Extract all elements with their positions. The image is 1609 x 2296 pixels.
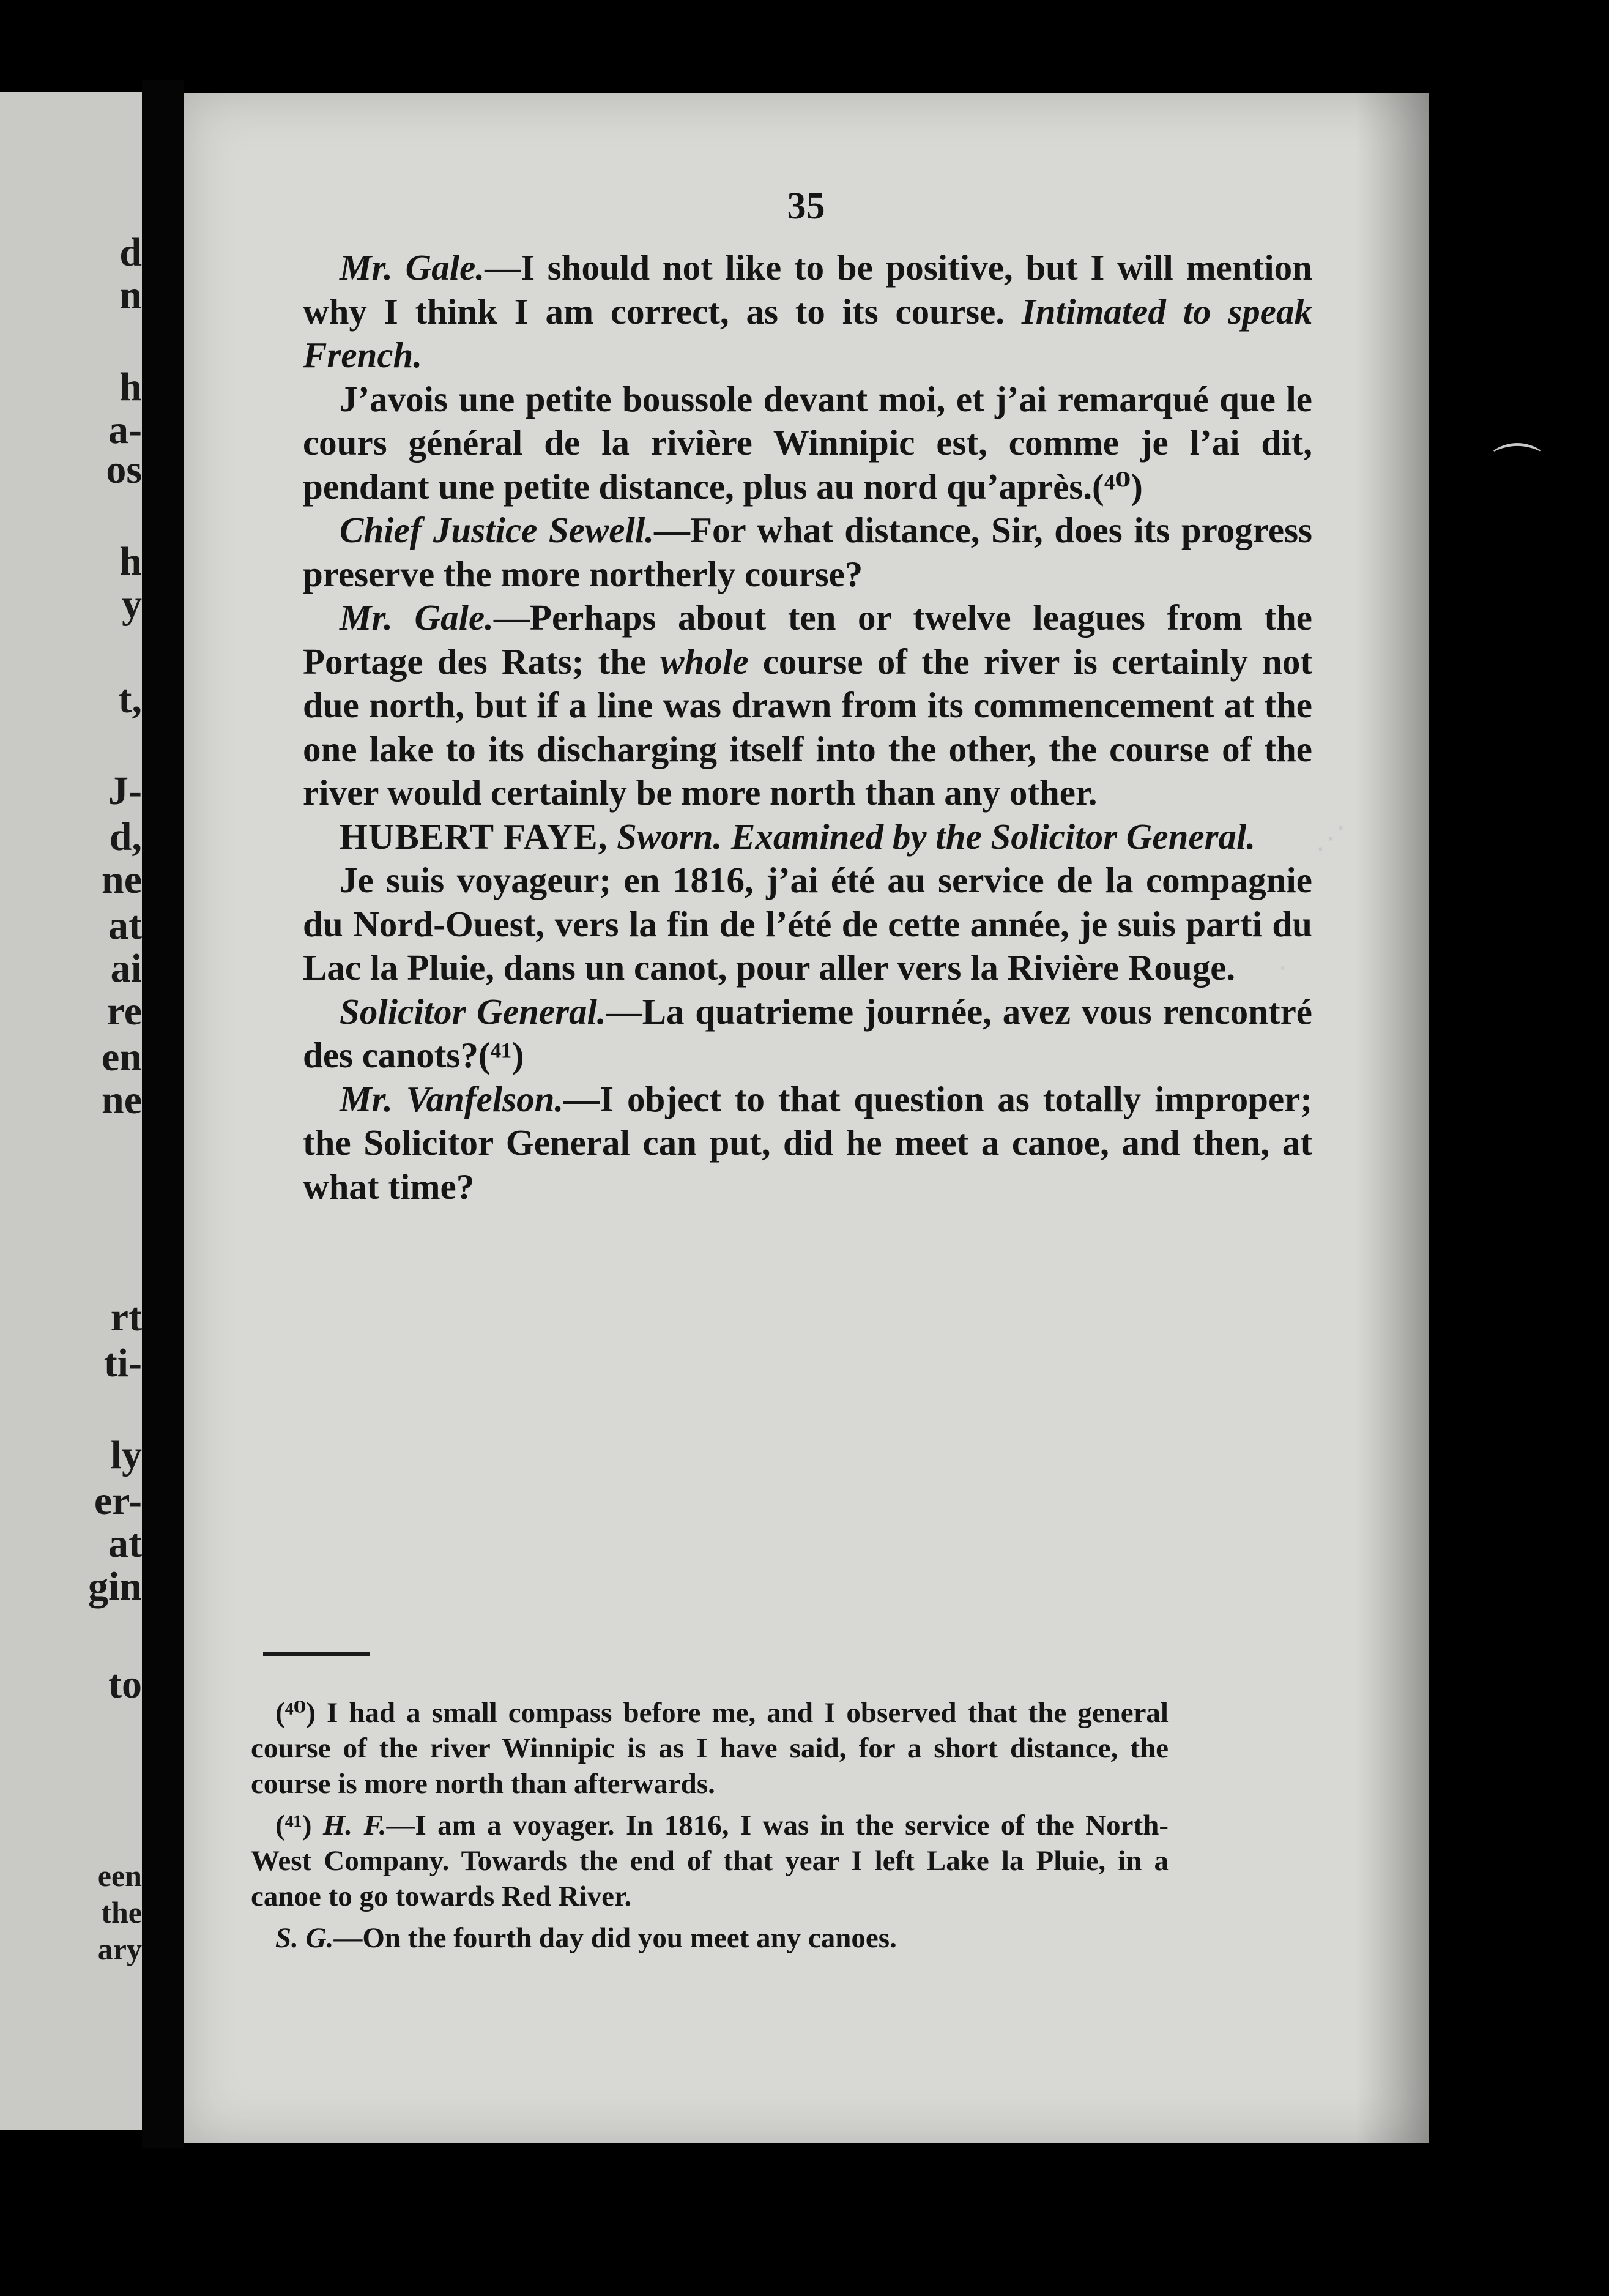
facing-page-text: ly (110, 1433, 142, 1477)
facing-page-text: een (97, 1858, 142, 1893)
facing-page-text: gin (87, 1564, 142, 1609)
footnote-text: I had a small compass before me, and I observed that the general course of the river Winnipic is as I have said, for a short distance, the course is more north than afterwards. (251, 1697, 1169, 1800)
footnote-text: —On the fourth day did you meet any canoes. (333, 1922, 897, 1954)
facing-page-text: J- (108, 769, 142, 813)
facing-page-text: en (102, 1035, 142, 1079)
facing-page-text: d (119, 230, 142, 275)
facing-page-text: at (108, 903, 142, 948)
facing-page-text: re (106, 989, 142, 1034)
footnote-41-continued (251, 1920, 1169, 1956)
footnote-marker: (⁴⁰) (275, 1697, 316, 1729)
paragraph-text: —I object to that question as totally improper; the Solicitor General can put, did he meet a canoe, and then, at what time? (303, 1078, 1312, 1207)
page-body (303, 246, 1312, 1209)
testimony-paragraph (303, 1078, 1312, 1209)
page-number: 35 (787, 185, 825, 227)
paragraph-text: J’avois une petite boussole devant moi, et j’ai remarqué que le cours général de la rivière Winnipic est, comme je l’ai dit, pendant une petite distance, plus au nord qu’après.(⁴⁰) (303, 378, 1312, 507)
speaker-name: Mr. Gale. (340, 597, 494, 638)
facing-page-text: rt (110, 1295, 142, 1340)
stage-direction: Intimated to speak French. (303, 291, 1312, 375)
testimony-paragraph (303, 246, 1312, 378)
paragraph-text: course of the river is certainly not due north, but if a line was drawn from its commencement at the one lake to its discharging itself into the other, the course of the river would certainly be more north than any other. (303, 641, 1312, 813)
footnote-text: —I am a voyager. In 1816, I was in the service of the North-West Company. Towards the end of that year I left Lake la Pluie, in a canoe to go towards Red River. (251, 1810, 1169, 1912)
witness-heading (303, 815, 1312, 859)
witness-name: HUBERT FAYE, (340, 816, 608, 857)
facing-page-text: t, (118, 677, 142, 721)
facing-page-text: er- (94, 1478, 142, 1523)
facing-page-text: h (119, 365, 142, 409)
testimony-paragraph (303, 378, 1312, 509)
facing-page-text: n (119, 273, 142, 318)
scan-speck: ⌒ (1493, 439, 1542, 496)
footnotes (251, 1695, 1169, 1962)
facing-page-text: a- (108, 408, 142, 452)
facing-page-text: the (101, 1895, 142, 1929)
testimony-paragraph (303, 509, 1312, 596)
facing-page-text: ary (97, 1932, 142, 1966)
footnote-41 (251, 1808, 1169, 1914)
paragraph-text: —Perhaps about ten or twelve leagues from the Portage des Rats; the (303, 597, 1312, 682)
testimony-paragraph (303, 990, 1312, 1078)
testimony-paragraph (303, 859, 1312, 990)
facing-page-text: ti- (103, 1341, 142, 1385)
facing-page-text: y (122, 582, 142, 627)
speaker-name: Mr. Vanfelson. (340, 1078, 564, 1119)
paragraph-text: —I should not like to be positive, but I will mention why I think I am correct, as to its course. (303, 247, 1312, 332)
facing-page-text: h (119, 539, 142, 584)
speaker-name: Mr. Gale. (340, 247, 485, 288)
footnote-speaker: S. G. (275, 1922, 334, 1954)
scan-speck: · (1279, 955, 1287, 983)
facing-page-text: to (108, 1662, 142, 1707)
facing-page-edge (0, 92, 142, 2130)
book-gutter (142, 80, 184, 2148)
speaker-name: Chief Justice Sewell. (340, 510, 654, 550)
footnote-rule (263, 1652, 370, 1656)
footnote-40 (251, 1695, 1169, 1802)
footnote-speaker: H. F. (311, 1810, 387, 1841)
speaker-name: Solicitor General. (340, 991, 606, 1032)
page-edge-shadow (1355, 93, 1429, 2143)
facing-page-text: ai (110, 946, 142, 991)
facing-page-text: d, (109, 814, 142, 859)
facing-page-text: at (108, 1521, 142, 1566)
paragraph-text: Je suis voyageur; en 1816, j’ai été au service de la compagnie du Nord-Ouest, vers la fin de l’été de cette année, je suis parti du Lac la Pluie, dans un canot, pour aller vers la Rivière Rouge. (303, 860, 1312, 988)
testimony-paragraph (303, 596, 1312, 815)
footnote-marker: (⁴¹) (275, 1810, 312, 1841)
scan-speck: ⋰ (1315, 820, 1346, 855)
emphasis: whole (660, 641, 749, 682)
facing-page-text: ne (102, 857, 142, 902)
facing-page-text: os (106, 447, 142, 492)
facing-page-text: ne (102, 1078, 142, 1122)
witness-heading-detail: Sworn. Examined by the Solicitor General. (608, 816, 1256, 857)
paragraph-text: —For what distance, Sir, does its progress preserve the more northerly course? (303, 510, 1312, 594)
paragraph-text: —La quatrieme journée, avez vous rencontré des canots?(⁴¹) (303, 991, 1312, 1075)
